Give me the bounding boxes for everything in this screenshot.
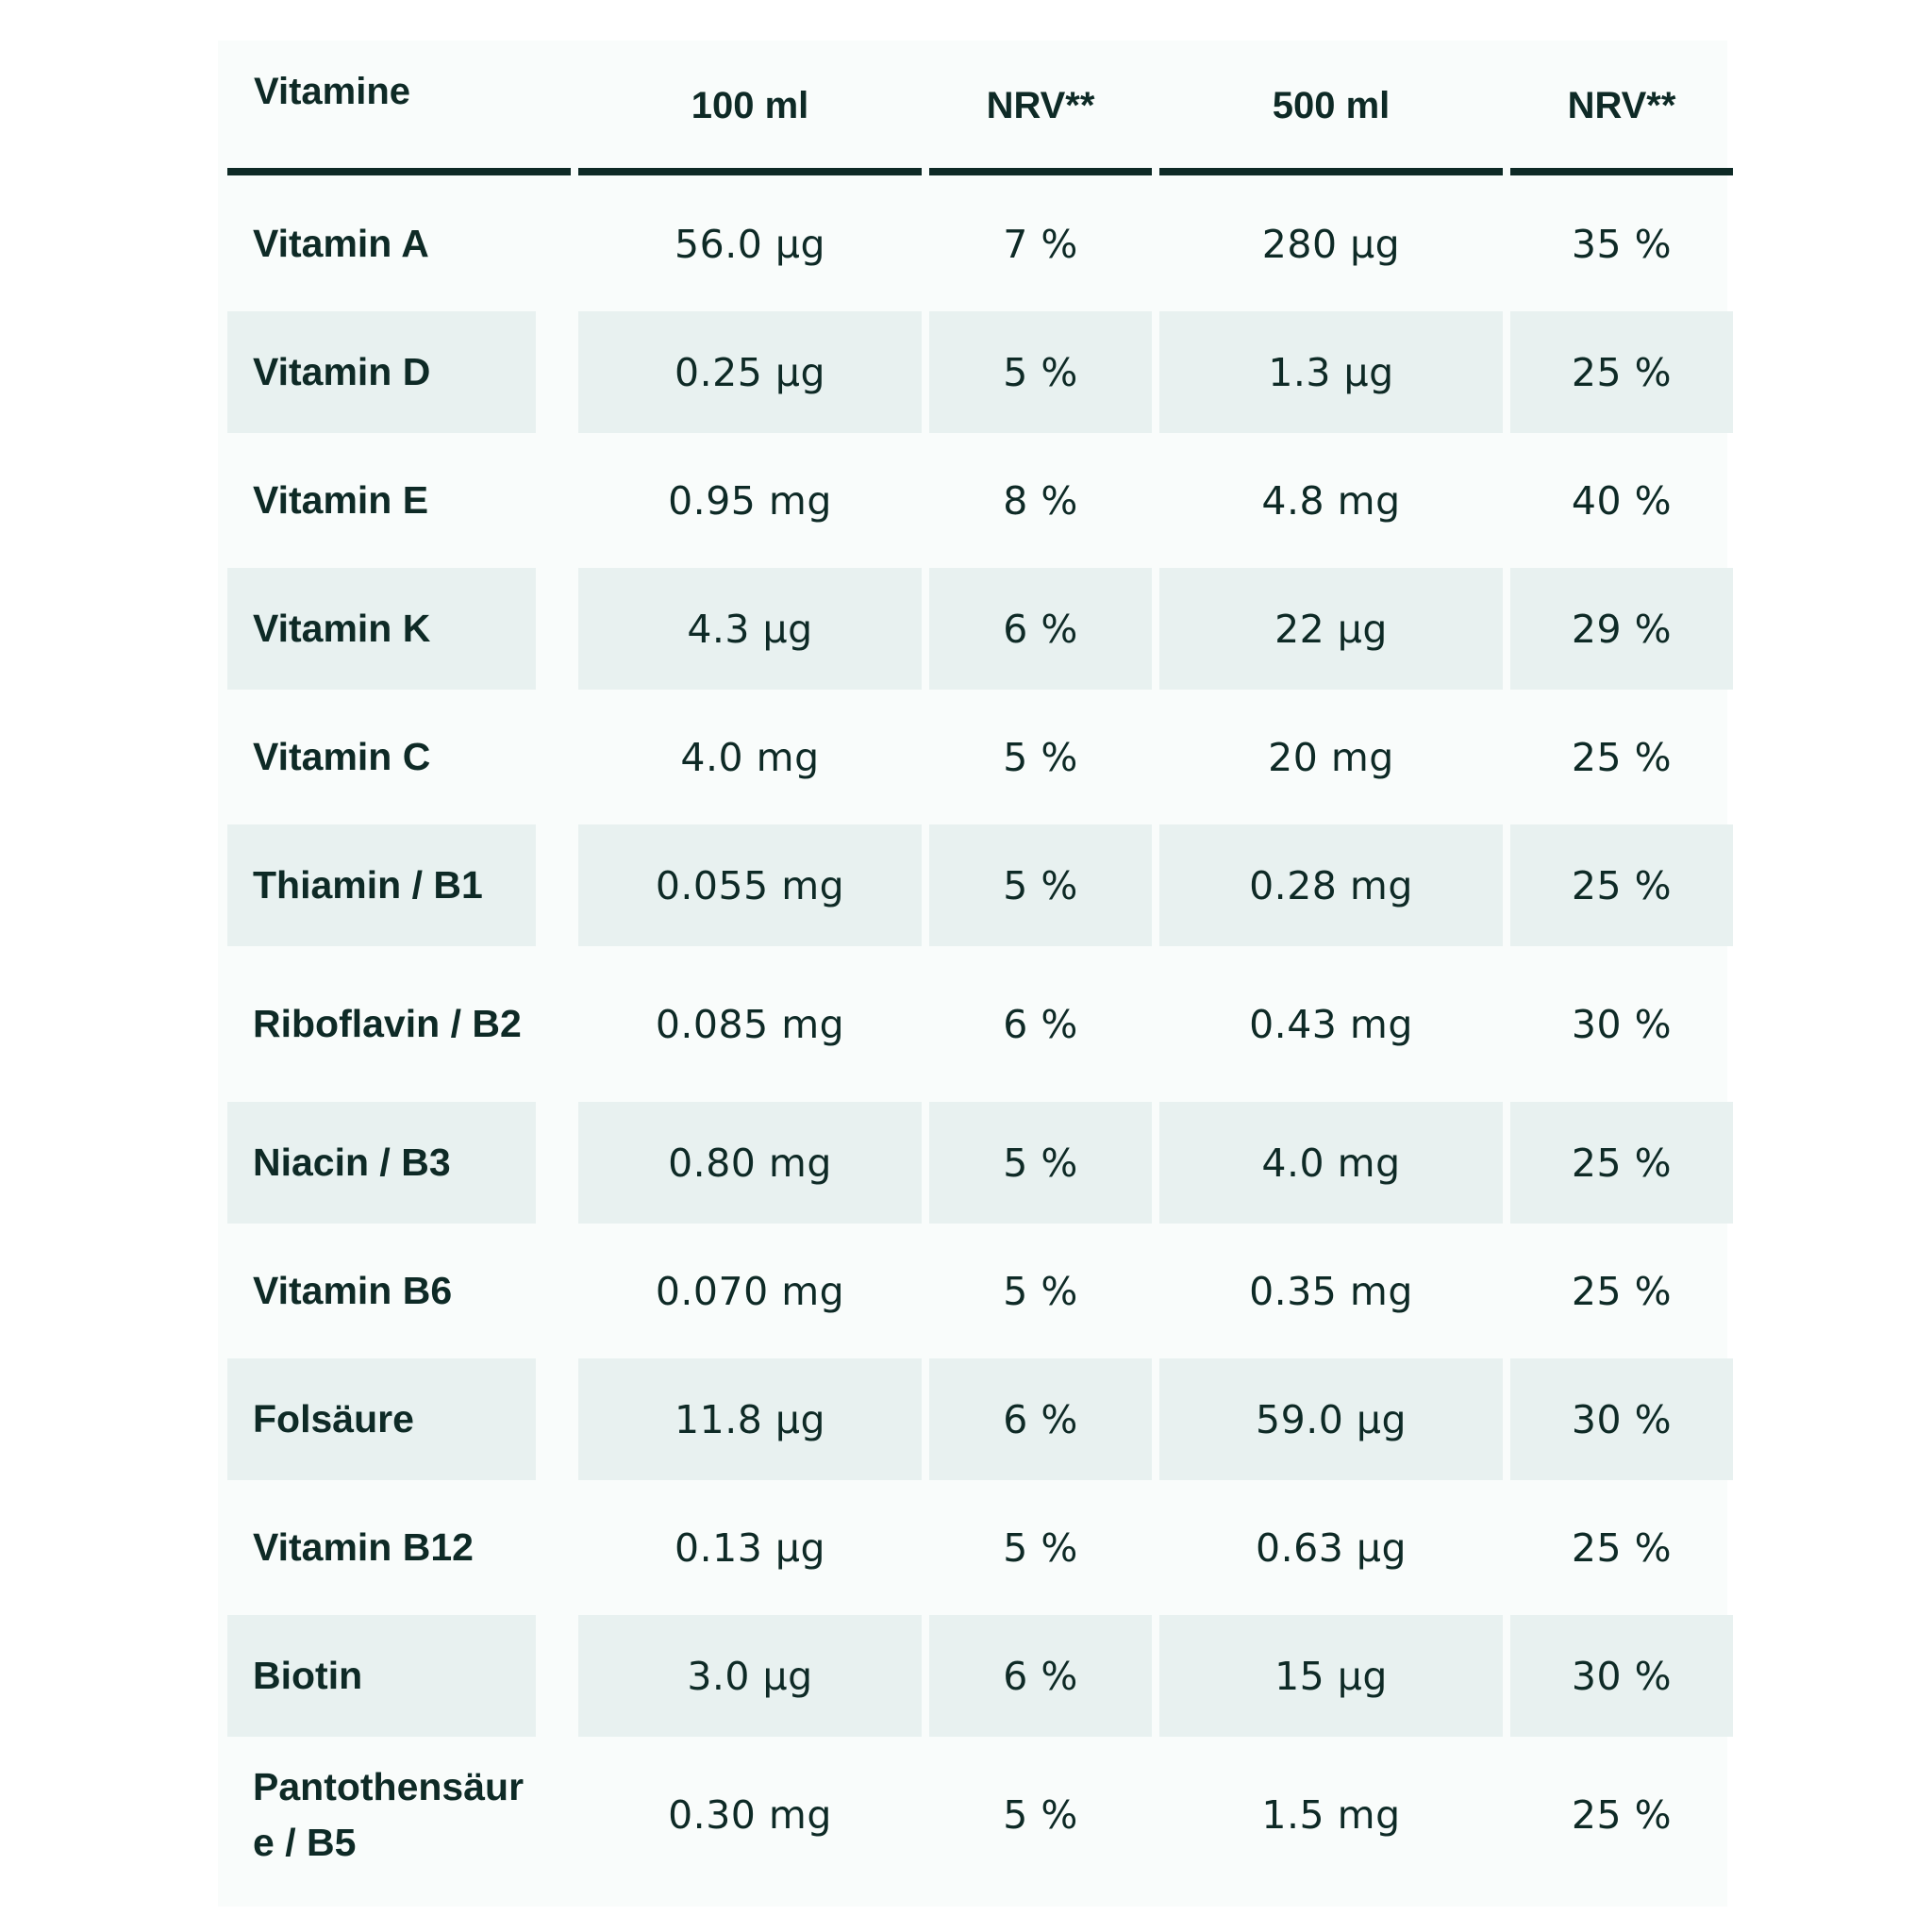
header-nrv-500ml: NRV** [1510, 41, 1733, 175]
table-row [227, 183, 1726, 305]
table-row [227, 953, 1726, 1095]
table-row [227, 1102, 1726, 1224]
amount-100ml: 3.0 µg [578, 1615, 922, 1737]
vitamin-table [227, 41, 1726, 1892]
nrv-100ml: 6 % [929, 1615, 1152, 1737]
nrv-100ml: 7 % [1003, 221, 1078, 267]
nrv-100ml: 5 % [929, 311, 1152, 433]
nrv-500ml: 30 % [1510, 1615, 1733, 1737]
nrv-500ml: 25 % [1510, 824, 1733, 946]
amount-100ml: 0.055 mg [578, 824, 922, 946]
vitamin-name: Vitamin E [253, 478, 429, 522]
amount-100ml: 4.3 µg [578, 568, 922, 690]
nrv-500ml: 29 % [1510, 568, 1733, 690]
amount-500ml: 0.63 µg [1256, 1524, 1407, 1571]
amount-100ml: 56.0 µg [675, 221, 825, 267]
nrv-100ml: 6 % [929, 1358, 1152, 1480]
table-row [227, 824, 1726, 946]
nrv-100ml: 6 % [1003, 1001, 1078, 1047]
amount-500ml: 4.0 mg [1159, 1102, 1503, 1224]
vitamin-name: Niacin / B3 [227, 1102, 536, 1224]
nrv-500ml: 25 % [1571, 734, 1673, 780]
header-500ml: 500 ml [1159, 41, 1503, 175]
header-nrv-100ml: NRV** [929, 41, 1152, 175]
vitamin-name: Vitamin B6 [253, 1269, 453, 1312]
table-row [227, 1358, 1726, 1480]
nrv-500ml: 25 % [1571, 1524, 1673, 1571]
nrv-500ml: 25 % [1510, 1102, 1733, 1224]
amount-100ml: 0.070 mg [655, 1268, 845, 1314]
amount-500ml: 0.35 mg [1249, 1268, 1413, 1314]
amount-500ml: 15 µg [1159, 1615, 1503, 1737]
nrv-100ml: 5 % [1003, 1524, 1078, 1571]
vitamin-name: Pantothensäure / B5 [253, 1764, 525, 1864]
nrv-100ml: 5 % [1003, 1791, 1078, 1838]
nrv-500ml: 25 % [1571, 1791, 1673, 1838]
table-header-row [227, 41, 1726, 175]
table-row [227, 1743, 1726, 1886]
nrv-500ml: 40 % [1571, 477, 1673, 524]
amount-100ml: 0.13 µg [675, 1524, 825, 1571]
nrv-500ml: 30 % [1510, 1358, 1733, 1480]
nrv-100ml: 8 % [1003, 477, 1078, 524]
vitamin-name: Folsäure [227, 1358, 536, 1480]
nrv-100ml: 6 % [929, 568, 1152, 690]
vitamin-name: Vitamin K [227, 568, 536, 690]
amount-100ml: 0.25 µg [578, 311, 922, 433]
vitamin-name: Vitamin D [227, 311, 536, 433]
amount-500ml: 0.28 mg [1159, 824, 1503, 946]
amount-100ml: 0.085 mg [655, 1001, 845, 1047]
table-row [227, 311, 1726, 433]
vitamin-name: Riboflavin / B2 [253, 1002, 522, 1045]
vitamin-name: Vitamin A [253, 222, 429, 265]
amount-500ml: 1.5 mg [1261, 1791, 1401, 1838]
amount-500ml: 280 µg [1261, 221, 1401, 267]
nrv-100ml: 5 % [1003, 1268, 1078, 1314]
table-row [227, 1230, 1726, 1352]
table-row [227, 696, 1726, 818]
table-row [227, 1487, 1726, 1608]
table-body [227, 183, 1726, 1886]
table-row [227, 440, 1726, 561]
amount-500ml: 1.3 µg [1159, 311, 1503, 433]
amount-100ml: 0.95 mg [668, 477, 832, 524]
nrv-100ml: 5 % [929, 824, 1152, 946]
nrv-100ml: 5 % [1003, 734, 1078, 780]
amount-500ml: 0.43 mg [1249, 1001, 1413, 1047]
vitamin-name: Vitamin C [253, 735, 431, 778]
vitamin-name: Biotin [227, 1615, 536, 1737]
table-row [227, 568, 1726, 690]
amount-500ml: 59.0 µg [1159, 1358, 1503, 1480]
vitamin-name: Vitamin B12 [253, 1525, 474, 1569]
nrv-500ml: 30 % [1571, 1001, 1673, 1047]
amount-100ml: 4.0 mg [680, 734, 820, 780]
amount-100ml: 0.30 mg [668, 1791, 832, 1838]
nrv-500ml: 25 % [1510, 311, 1733, 433]
header-vitamine: Vitamine [227, 41, 571, 175]
nrv-500ml: 25 % [1571, 1268, 1673, 1314]
amount-100ml: 11.8 µg [578, 1358, 922, 1480]
amount-100ml: 0.80 mg [578, 1102, 922, 1224]
vitamin-name: Thiamin / B1 [227, 824, 536, 946]
nrv-500ml: 35 % [1571, 221, 1673, 267]
amount-500ml: 20 mg [1268, 734, 1394, 780]
amount-500ml: 22 µg [1159, 568, 1503, 690]
nrv-100ml: 5 % [929, 1102, 1152, 1224]
table-row [227, 1615, 1726, 1737]
header-100ml: 100 ml [578, 41, 922, 175]
amount-500ml: 4.8 mg [1261, 477, 1401, 524]
